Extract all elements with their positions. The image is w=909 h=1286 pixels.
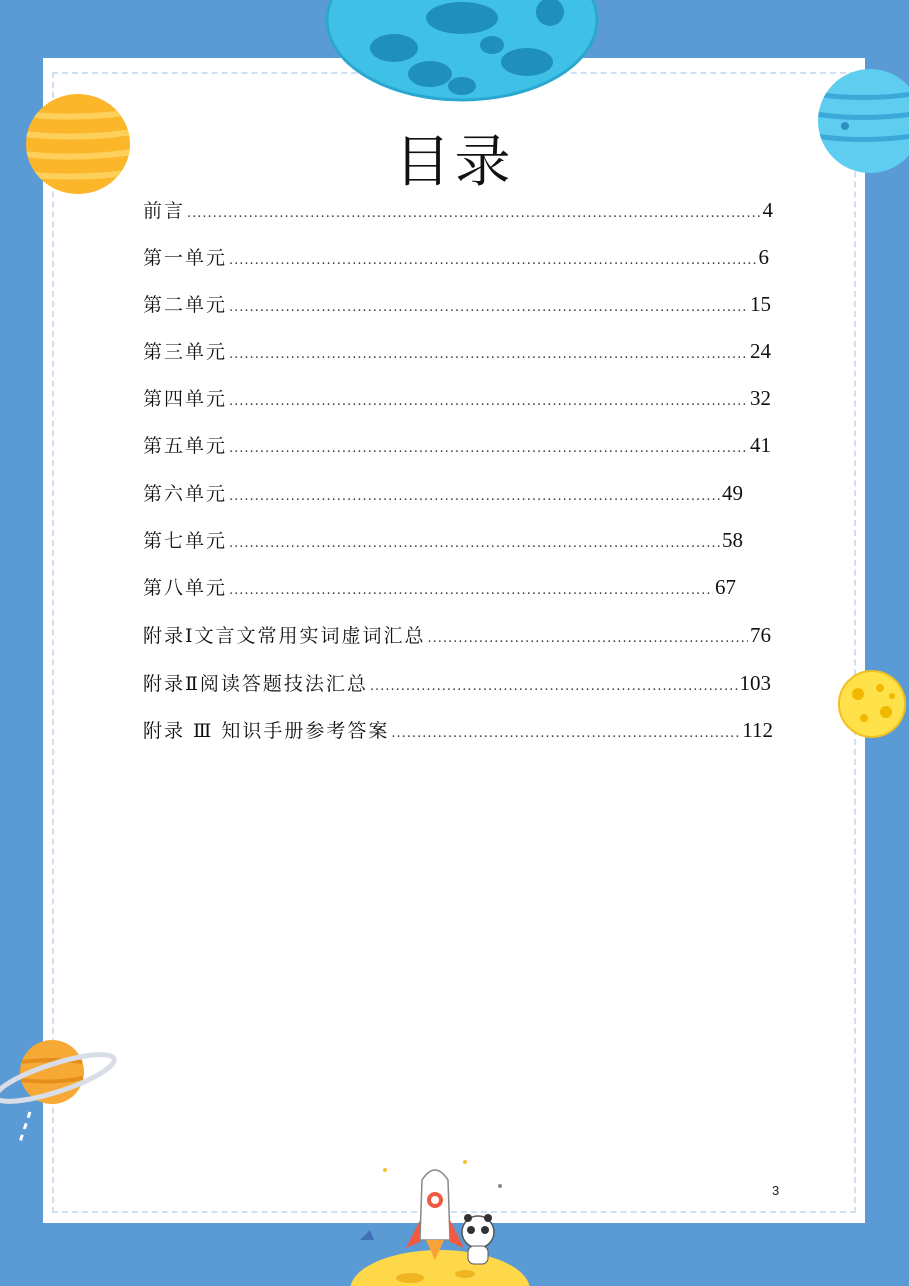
toc-leader <box>229 253 756 268</box>
toc-entry-label: 第一单元 <box>143 247 228 269</box>
page-number: 3 <box>772 1183 780 1198</box>
toc-entry-page: 67 <box>715 575 736 599</box>
toc-entry-page: 32 <box>750 386 771 410</box>
toc-entry-label: 附录 Ⅲ 知识手册参考答案 <box>143 720 390 742</box>
toc-leader <box>229 441 748 456</box>
toc-leader <box>370 679 738 694</box>
toc-entry-label: 第八单元 <box>143 577 228 599</box>
toc-entry-label: 第三单元 <box>143 341 228 363</box>
toc-entry-page: 112 <box>742 718 773 742</box>
toc-leader <box>229 489 720 504</box>
toc-entry[interactable] <box>143 431 771 459</box>
toc-entry[interactable] <box>143 716 773 744</box>
toc-entry-label: 第五单元 <box>143 435 228 457</box>
toc-entry-label: 第六单元 <box>143 483 228 505</box>
toc-entry[interactable] <box>143 337 771 365</box>
toc-entry-label: 第二单元 <box>143 294 228 316</box>
toc-entry-label: 第七单元 <box>143 530 228 552</box>
toc-entry-page: 24 <box>750 339 771 363</box>
toc-entry[interactable] <box>143 621 771 649</box>
toc-leader <box>229 300 748 315</box>
toc-entry-label: 附录Ⅰ文言文常用实词虚词汇总 <box>143 625 426 647</box>
toc-entry-label: 附录Ⅱ阅读答题技法汇总 <box>143 673 368 695</box>
toc-entry-label: 第四单元 <box>143 388 228 410</box>
toc-leader <box>229 583 713 598</box>
toc-entry[interactable] <box>143 573 736 601</box>
toc-leader <box>229 394 748 409</box>
toc-entry[interactable] <box>143 526 743 554</box>
toc-entry-label: 前言 <box>143 200 186 222</box>
toc-entry[interactable] <box>143 384 771 412</box>
toc-entry-page: 15 <box>750 292 771 316</box>
toc-entry[interactable] <box>143 669 771 697</box>
toc-leader <box>428 631 748 646</box>
toc-entry-page: 49 <box>722 481 743 505</box>
toc-entry[interactable] <box>143 479 743 507</box>
toc-leader <box>229 536 720 551</box>
toc-entry-page: 6 <box>758 245 769 269</box>
toc-entry[interactable] <box>143 290 771 318</box>
toc-leader <box>229 347 748 362</box>
toc-leader <box>391 726 740 741</box>
toc-entry-page: 41 <box>750 433 771 457</box>
page-title: 目录 <box>394 130 515 195</box>
toc-entry-page: 103 <box>739 671 771 695</box>
toc-entry-page: 76 <box>750 623 771 647</box>
toc-leader <box>187 206 760 221</box>
toc-entry[interactable] <box>143 243 769 271</box>
toc-entry-page: 58 <box>722 528 743 552</box>
toc-entry[interactable] <box>143 196 773 224</box>
toc-entry-page: 4 <box>762 198 773 222</box>
